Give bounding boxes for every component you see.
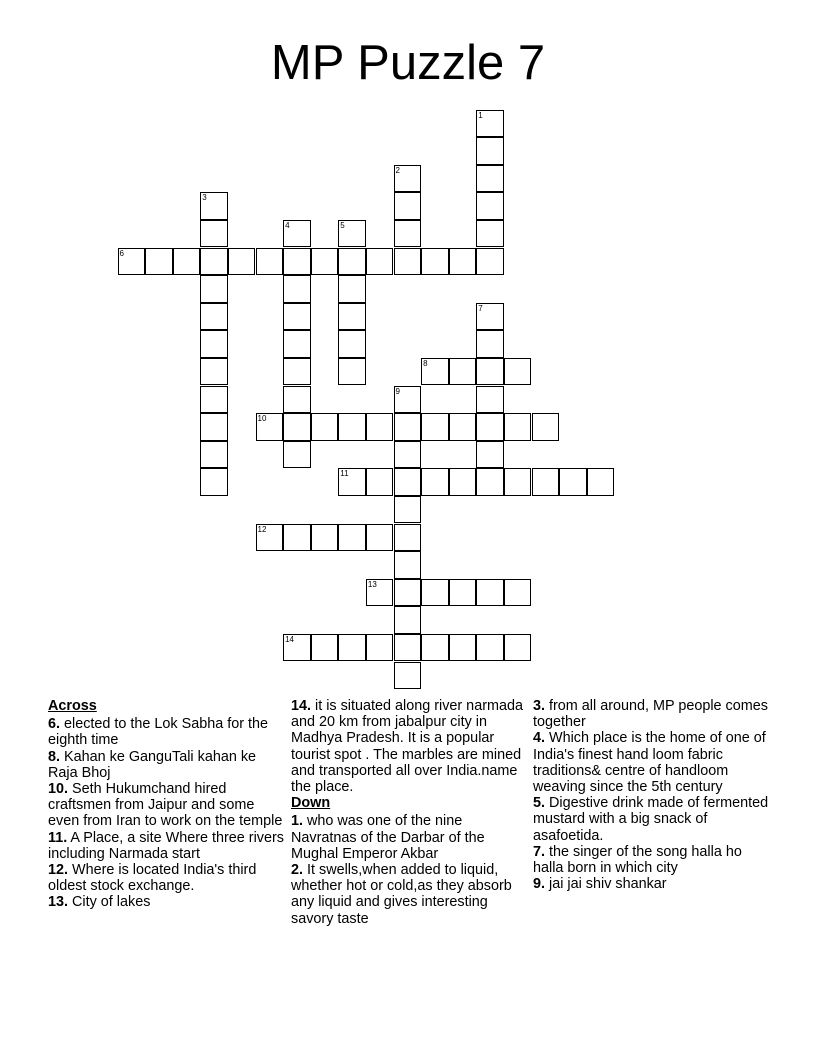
clue-item: [291, 698, 527, 795]
grid-cell[interactable]: [476, 110, 504, 138]
clue-text: elected to the Lok Sabha for the eighth time: [48, 716, 269, 749]
grid-cell[interactable]: [338, 220, 366, 248]
grid-cell[interactable]: [476, 137, 504, 165]
clue-item: [533, 876, 769, 892]
clue-item: [48, 781, 284, 830]
grid-cell[interactable]: [476, 220, 504, 248]
clue-text: A Place, a site Where three rivers including Narmada start: [48, 829, 284, 862]
clue-number: 9: [395, 386, 400, 396]
clue-item: [48, 716, 284, 748]
grid-cell[interactable]: [118, 248, 146, 276]
grid-cell[interactable]: [449, 579, 477, 607]
grid-cell[interactable]: [476, 358, 504, 386]
grid-cell[interactable]: [476, 248, 504, 276]
grid-cell[interactable]: [587, 468, 615, 496]
grid-cell[interactable]: [421, 468, 449, 496]
grid-cell[interactable]: [283, 220, 311, 248]
clue-text: Digestive drink made of fermented mustard with a big snack of asafoetida.: [533, 795, 769, 844]
clue-number: 3: [202, 193, 207, 203]
grid-cell[interactable]: [200, 358, 228, 386]
grid-cell[interactable]: [476, 413, 504, 441]
down-heading: Down: [291, 795, 331, 812]
grid-cell[interactable]: [394, 579, 422, 607]
clue-item: [48, 894, 284, 910]
grid-cell[interactable]: [366, 468, 394, 496]
clue-item: [48, 862, 284, 894]
page-title: MP Puzzle 7: [270, 36, 546, 90]
grid-cell[interactable]: [338, 303, 366, 331]
grid-cell[interactable]: [559, 468, 587, 496]
clues-column-3: [533, 698, 769, 892]
grid-cell[interactable]: [476, 386, 504, 414]
grid-cell[interactable]: [283, 330, 311, 358]
grid-cell[interactable]: [394, 192, 422, 220]
clue-number: 10: [257, 414, 267, 424]
clue-label-number: 10.: [48, 781, 69, 798]
clue-text: jai jai shiv shankar: [545, 876, 667, 893]
clue-label-number: 9.: [533, 876, 546, 893]
grid-cell[interactable]: [421, 634, 449, 662]
grid-cell[interactable]: [145, 248, 173, 276]
grid-cell[interactable]: [283, 524, 311, 552]
grid-cell[interactable]: [394, 441, 422, 469]
grid-cell[interactable]: [504, 579, 532, 607]
grid-cell[interactable]: [366, 634, 394, 662]
clue-label-number: 14.: [291, 698, 312, 714]
clue-text: it is situated along river narmada and 20 km from jabalpur city in Madhya Pradesh. It is a popular tourist spot . The marbles are mined and transported all over India.name the place.: [291, 698, 523, 796]
grid-cell[interactable]: [200, 192, 228, 220]
clue-text: Kahan ke GanguTali kahan ke Raja Bhoj: [48, 748, 257, 781]
clue-number: 1: [478, 110, 483, 120]
grid-cell[interactable]: [366, 524, 394, 552]
clue-item: [48, 830, 284, 862]
grid-cell[interactable]: [200, 330, 228, 358]
clue-label-number: 1.: [291, 813, 304, 830]
grid-cell[interactable]: [421, 358, 449, 386]
grid-cell[interactable]: [338, 634, 366, 662]
clue-item: [533, 795, 769, 844]
clue-number: 12: [257, 524, 267, 534]
grid-cell[interactable]: [394, 468, 422, 496]
grid-cell[interactable]: [228, 248, 256, 276]
clue-label-number: 6.: [48, 716, 61, 733]
grid-cell[interactable]: [200, 413, 228, 441]
grid-cell[interactable]: [366, 413, 394, 441]
grid-cell[interactable]: [394, 386, 422, 414]
clues-column-1: [48, 698, 284, 911]
grid-cell[interactable]: [200, 386, 228, 414]
clue-label-number: 3.: [533, 698, 546, 714]
grid-cell[interactable]: [476, 441, 504, 469]
grid-cell[interactable]: [476, 634, 504, 662]
clue-text: from all around, MP people comes together: [533, 698, 768, 731]
grid-cell[interactable]: [449, 468, 477, 496]
grid-cell[interactable]: [476, 330, 504, 358]
grid-cell[interactable]: [283, 275, 311, 303]
clue-label-number: 8.: [48, 748, 61, 765]
grid-cell[interactable]: [200, 468, 228, 496]
grid-cell[interactable]: [283, 303, 311, 331]
grid-cell[interactable]: [338, 358, 366, 386]
grid-cell[interactable]: [504, 358, 532, 386]
clue-text: Which place is the home of one of India's finest hand loom fabric traditions& centre of handloom weaving since the 5th century: [533, 730, 766, 796]
grid-cell[interactable]: [394, 551, 422, 579]
clue-text: Where is located India's third oldest stock exchange.: [48, 862, 257, 895]
grid-cell[interactable]: [311, 413, 339, 441]
grid-cell[interactable]: [173, 248, 201, 276]
grid-cell[interactable]: [338, 330, 366, 358]
clue-number: 4: [285, 220, 290, 230]
grid-cell[interactable]: [200, 275, 228, 303]
grid-cell[interactable]: [421, 248, 449, 276]
grid-cell[interactable]: [394, 524, 422, 552]
grid-cell[interactable]: [338, 413, 366, 441]
grid-cell[interactable]: [394, 165, 422, 193]
clue-label-number: 12.: [48, 862, 69, 879]
grid-cell[interactable]: [476, 192, 504, 220]
grid-cell[interactable]: [504, 413, 532, 441]
clue-number: 14: [285, 634, 294, 644]
grid-cell[interactable]: [476, 165, 504, 193]
grid-cell[interactable]: [366, 248, 394, 276]
grid-cell[interactable]: [476, 468, 504, 496]
grid-cell[interactable]: [200, 441, 228, 469]
grid-cell[interactable]: [283, 413, 311, 441]
grid-cell[interactable]: [200, 303, 228, 331]
clue-number: 2: [395, 165, 400, 175]
grid-cell[interactable]: [449, 413, 477, 441]
grid-cell[interactable]: [366, 579, 394, 607]
clue-text: who was one of the nine Navratnas of the Darbar of the Mughal Emperor Akbar: [291, 813, 485, 862]
grid-cell[interactable]: [338, 524, 366, 552]
grid-cell[interactable]: [421, 413, 449, 441]
grid-cell[interactable]: [338, 275, 366, 303]
grid-cell[interactable]: [476, 303, 504, 331]
clue-item: [291, 862, 527, 927]
grid-cell[interactable]: [311, 248, 339, 276]
clue-text: City of lakes: [68, 894, 151, 911]
grid-cell[interactable]: [532, 413, 560, 441]
grid-cell[interactable]: [283, 358, 311, 386]
grid-cell[interactable]: [283, 386, 311, 414]
grid-cell[interactable]: [504, 468, 532, 496]
clue-text: It swells,when added to liquid, whether hot or cold,as they absorb any liquid and gives interesting savory taste: [291, 862, 512, 927]
clue-label-number: 4.: [533, 730, 546, 747]
clue-number: 13: [367, 579, 377, 589]
clue-text: the singer of the song halla ho halla born in which city: [533, 843, 742, 877]
clue-item: [533, 698, 769, 730]
grid-cell[interactable]: [476, 579, 504, 607]
grid-cell[interactable]: [200, 248, 228, 276]
grid-cell[interactable]: [504, 634, 532, 662]
grid-cell[interactable]: [532, 468, 560, 496]
grid-cell[interactable]: [394, 248, 422, 276]
grid-cell[interactable]: [311, 524, 339, 552]
clue-label-number: 5.: [533, 795, 546, 812]
clue-number: 6: [119, 248, 124, 258]
grid-cell[interactable]: [394, 496, 422, 524]
grid-cell[interactable]: [449, 634, 477, 662]
clue-text: Seth Hukumchand hired craftsmen from Jaipur and some even from Iran to work on the temple: [48, 781, 283, 830]
grid-cell[interactable]: [338, 468, 366, 496]
clues-column-2: [291, 698, 527, 927]
clue-label-number: 2.: [291, 862, 304, 879]
grid-cell[interactable]: [394, 606, 422, 634]
across-heading: Across: [48, 698, 97, 714]
grid-cell[interactable]: [283, 441, 311, 469]
grid-cell[interactable]: [338, 248, 366, 276]
grid-cell[interactable]: [311, 634, 339, 662]
clue-item: [48, 749, 284, 781]
grid-cell[interactable]: [283, 248, 311, 276]
clue-label-number: 13.: [48, 894, 69, 911]
grid-cell[interactable]: [256, 413, 284, 441]
grid-cell[interactable]: [449, 358, 477, 386]
grid-cell[interactable]: [394, 220, 422, 248]
grid-cell[interactable]: [256, 248, 284, 276]
clue-number: 5: [340, 220, 345, 230]
clue-number: 11: [340, 469, 349, 479]
clue-item: [291, 813, 527, 862]
grid-cell[interactable]: [394, 662, 422, 690]
clue-item: [533, 844, 769, 876]
clue-number: 8: [423, 358, 428, 368]
grid-cell[interactable]: [449, 248, 477, 276]
clue-label-number: 7.: [533, 843, 546, 860]
grid-cell[interactable]: [256, 524, 284, 552]
clue-item: [533, 730, 769, 795]
grid-cell[interactable]: [421, 579, 449, 607]
clue-number: 7: [478, 303, 483, 313]
grid-cell[interactable]: [394, 413, 422, 441]
grid-cell[interactable]: [283, 634, 311, 662]
grid-cell[interactable]: [200, 220, 228, 248]
clue-label-number: 11.: [48, 829, 68, 846]
grid-cell[interactable]: [394, 634, 422, 662]
